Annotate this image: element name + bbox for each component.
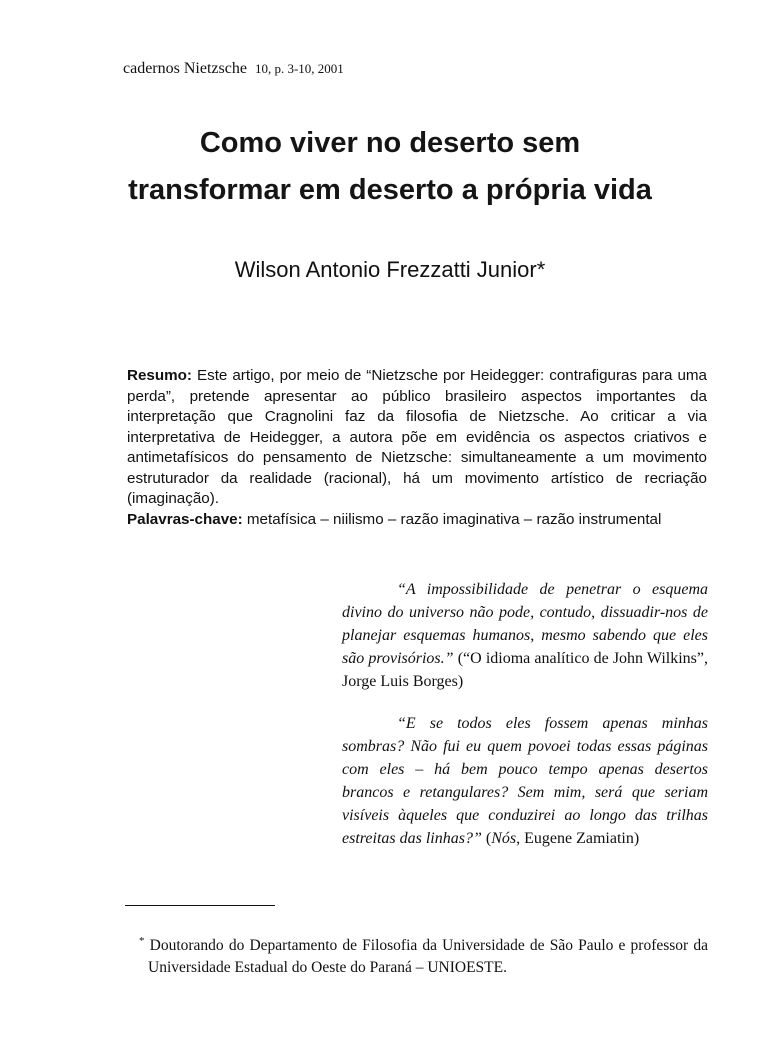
keywords-paragraph xyxy=(127,510,707,531)
title-line-2: transformar em deserto a própria vida xyxy=(128,174,652,206)
epigraph-2-source-rest: , Eugene Zamiatin) xyxy=(516,830,640,847)
keywords-label: Palavras-chave: xyxy=(127,510,243,528)
epigraph-2-quote: “E se todos eles fossem apenas minhas sombras? Não fui eu quem povoei todas essas páginas com eles – há bem pouco tempo apenas desertos brancos e retangulares? Sem mim, será que seriam visíveis àqueles que conduzirei ao longo das trilhas estreitas das linhas?” xyxy=(342,715,708,847)
title-line-1: Como viver no deserto sem xyxy=(199,127,581,159)
epigraph-2-source-work: Nós xyxy=(491,830,517,847)
journal-name: cadernos Nietzsche xyxy=(123,60,247,77)
footnote-divider xyxy=(125,905,275,906)
footnote-marker: * xyxy=(139,935,145,947)
abstract-label: Resumo: xyxy=(127,367,192,384)
abstract-text: Este artigo, por meio de “Nietzsche por Heidegger: contrafiguras para uma perda”, pretende apresentar ao público brasileiro aspectos importantes da interpretação que Cragnolini faz da filosofia de Nietzsche. Ao criticar a via interpretativa de Heidegger, a autora põe em evidência os aspectos criativos e antimetafísicos do pensamento de Nietzsche: simultaneamente a um movimento estruturador da realidade (racional), há um movimento artístico de recriação (imaginação). xyxy=(127,367,707,507)
footnote xyxy=(139,930,708,979)
abstract xyxy=(127,366,707,530)
keywords-text: metafísica – niilismo – razão imaginativa – razão instrumental xyxy=(246,510,662,528)
epigraph-1-quote: “A impossibilidade de penetrar o esquema divino do universo não pode, contudo, dissuadir-nos de planejar esquemas humanos, mesmo sabendo que eles são provisórios.” xyxy=(342,581,708,667)
running-head xyxy=(123,60,344,78)
volume-info: 10, p. 3-10, 2001 xyxy=(254,61,344,76)
epigraph-2-source-open: ( xyxy=(485,830,492,847)
abstract-paragraph xyxy=(127,366,707,510)
epigraph-2 xyxy=(342,712,708,850)
footnote-text: Doutorando do Departamento de Filosofia da Universidade de São Paulo e professor da Universidade Estadual do Oeste do Paraná – UNIOESTE. xyxy=(148,937,708,977)
article-title xyxy=(0,120,780,214)
epigraph-1 xyxy=(342,578,708,693)
epigraph-1-source: (“O idioma analítico de John Wilkins”, Jorge Luis Borges) xyxy=(342,650,709,690)
author-name: Wilson Antonio Frezzatti Junior* xyxy=(234,257,546,282)
